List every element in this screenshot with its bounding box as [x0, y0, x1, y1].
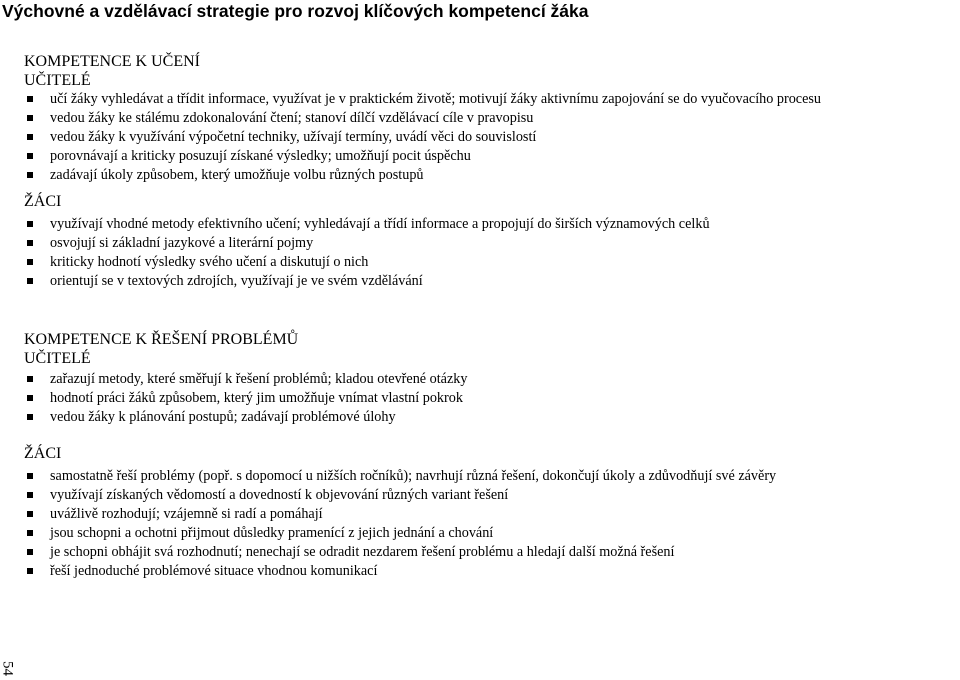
square-bullet-icon — [27, 414, 33, 420]
section-learning — [24, 52, 954, 185]
group-label-students: ŽÁCI — [24, 445, 62, 462]
bullet-list-students — [24, 215, 954, 291]
list-item — [24, 486, 954, 505]
page-number: 54 — [0, 661, 16, 676]
list-item — [24, 467, 954, 486]
list-item-text: zadávají úkoly způsobem, který umožňuje volbu různých postupů — [50, 167, 424, 184]
list-item — [24, 524, 954, 543]
bullet-list-teachers — [24, 90, 954, 185]
list-item-text: samostatně řeší problémy (popř. s dopomocí u nižších ročníků); navrhují různá řešení, dokončují úkoly a zdůvodňují své závěry — [50, 468, 777, 484]
list-item-text: využívají získaných vědomostí a dovedností k objevování různých variant řešení — [50, 487, 509, 504]
list-item-text: využívají vhodné metody efektivního učení; vyhledávají a třídí informace a propojují do širších významových celků — [50, 216, 710, 232]
list-item — [24, 370, 954, 389]
list-item-text: vedou žáky k plánování postupů; zadávají problémové úlohy — [50, 409, 396, 426]
page-title: Výchovné a vzdělávací strategie pro rozvoj klíčových kompetencí žáka — [2, 1, 589, 21]
section-problem-solving — [24, 330, 954, 427]
list-item-text: orientují se v textových zdrojích, využívají je ve svém vzdělávání — [50, 273, 423, 290]
square-bullet-icon — [27, 511, 33, 517]
square-bullet-icon — [27, 96, 33, 102]
list-item-text: vedou žáky ke stálému zdokonalování čtení; stanoví dílčí vzdělávací cíle v pravopisu — [50, 110, 534, 127]
list-item-text: porovnávají a kriticky posuzují získané výsledky; umožňují pocit úspěchu — [50, 148, 471, 165]
list-item-text: řeší jednoduché problémové situace vhodnou komunikací — [50, 563, 378, 580]
list-item-text: učí žáky vyhledávat a třídit informace, využívat je v praktickém životě; motivují žáky aktivnímu zapojování se do vyučovacího procesu — [50, 91, 822, 107]
list-item — [24, 215, 954, 234]
square-bullet-icon — [27, 568, 33, 574]
square-bullet-icon — [27, 259, 33, 265]
list-item-text: hodnotí práci žáků způsobem, který jim umožňuje vnímat vlastní pokrok — [50, 390, 463, 407]
list-item-text: kriticky hodnotí výsledky svého učení a diskutují o nich — [50, 254, 369, 271]
section-problem-solving-students — [24, 444, 954, 582]
list-item-text: jsou schopni a ochotni přijmout důsledky pramenící z jejich jednání a chování — [50, 525, 494, 542]
square-bullet-icon — [27, 395, 33, 401]
list-item-text: vedou žáky k využívání výpočetní techniky, užívají termíny, uvádí věci do souvislostí — [50, 129, 537, 146]
square-bullet-icon — [27, 278, 33, 284]
list-item — [24, 543, 954, 562]
list-item — [24, 505, 954, 524]
list-item-text: je schopni obhájit svá rozhodnutí; nenechají se odradit nezdarem řešení problému a hledají další možná řešení — [50, 544, 675, 561]
list-item — [24, 562, 954, 581]
list-item-text: zařazují metody, které směřují k řešení problémů; kladou otevřené otázky — [50, 371, 468, 387]
list-item — [24, 128, 954, 147]
bullet-list-teachers — [24, 370, 954, 427]
square-bullet-icon — [27, 376, 33, 382]
square-bullet-icon — [27, 240, 33, 246]
section-heading-learning: KOMPETENCE K UČENÍ — [24, 53, 200, 70]
square-bullet-icon — [27, 134, 33, 140]
square-bullet-icon — [27, 530, 33, 536]
square-bullet-icon — [27, 492, 33, 498]
square-bullet-icon — [27, 172, 33, 178]
list-item — [24, 166, 954, 185]
list-item — [24, 109, 954, 128]
group-label-students: ŽÁCI — [24, 193, 62, 210]
list-item — [24, 272, 954, 291]
list-item — [24, 234, 954, 253]
square-bullet-icon — [27, 221, 33, 227]
square-bullet-icon — [27, 473, 33, 479]
square-bullet-icon — [27, 115, 33, 121]
section-learning-students — [24, 192, 954, 291]
group-label-teachers: UČITELÉ — [24, 72, 91, 89]
list-item — [24, 253, 954, 272]
group-label-teachers: UČITELÉ — [24, 350, 91, 367]
list-item — [24, 147, 954, 166]
bullet-list-students — [24, 467, 954, 582]
list-item — [24, 389, 954, 408]
list-item-text: osvojují si základní jazykové a literární pojmy — [50, 235, 314, 252]
list-item — [24, 90, 954, 109]
square-bullet-icon — [27, 549, 33, 555]
section-heading-problem-solving: KOMPETENCE K ŘEŠENÍ PROBLÉMŮ — [24, 331, 299, 348]
square-bullet-icon — [27, 153, 33, 159]
list-item-text: uvážlivě rozhodují; vzájemně si radí a pomáhají — [50, 506, 323, 523]
list-item — [24, 408, 954, 427]
